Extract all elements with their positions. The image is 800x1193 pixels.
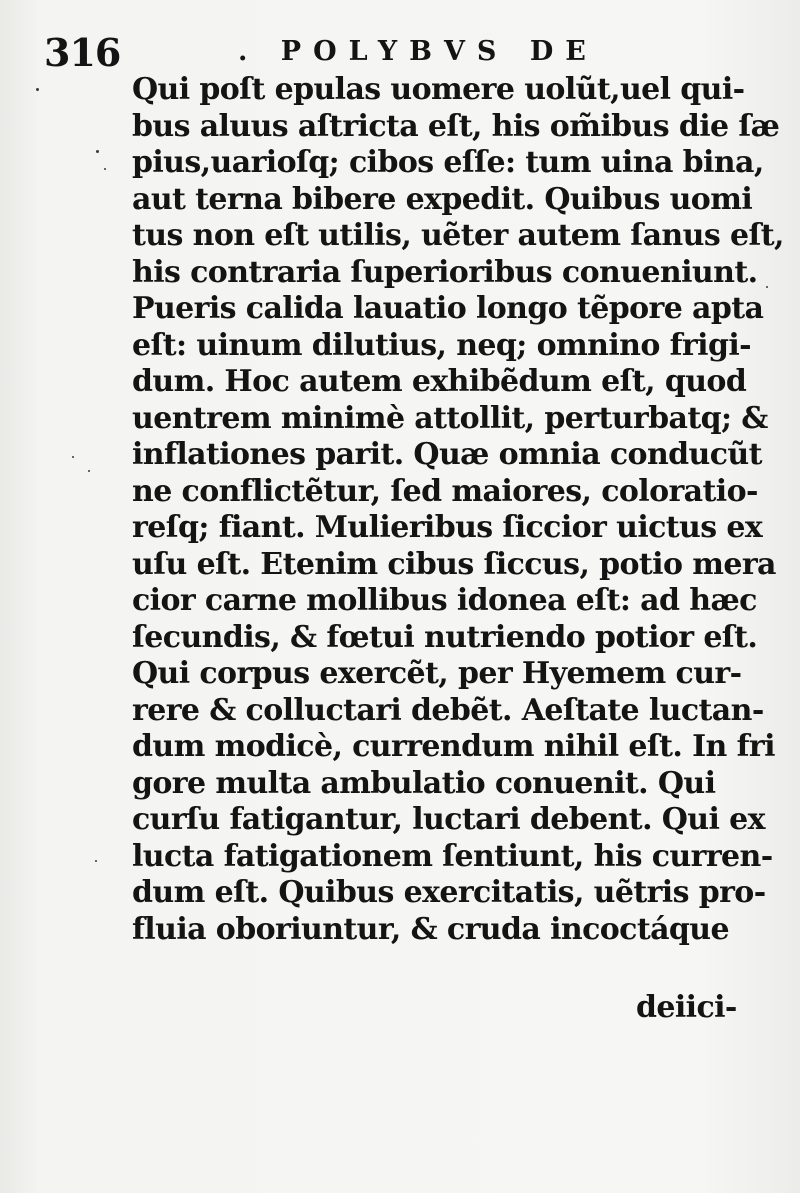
body-text [132,72,784,948]
page-number: 316 [44,30,121,75]
text-line: dum eſt. Quibus exercitatis, uẽtris pro- [132,875,766,910]
text-line: pius,uarioſq; cibos eſſe: tum uina bina, [132,145,764,180]
text-line: aut terna bibere expedit. Quibus uomi [132,181,753,217]
text-line: Pueris calida lauatio longo tẽpore apta [132,291,764,326]
ink-speck [766,286,768,288]
text-line: curſu fatigantur, luctari debent. Qui ex [132,802,765,837]
text-line: dum. Hoc autem exhibẽdum eſt, quod [132,364,747,399]
running-title: . POLYBVS DE [238,36,598,67]
text-line: dum modicè, currendum nihil eſt. In fri [132,729,775,764]
ink-speck [72,456,74,458]
text-line: inflationes parit. Quæ omnia conducũt [132,437,762,472]
text-line: cior carne mollibus idonea eſt: ad hæc [132,583,757,618]
text-line: uſu eſt. Etenim cibus ſiccus, potio mera [132,546,776,582]
ink-speck [36,88,39,91]
text-line: his contraria ſuperioribus conueniunt. [132,254,758,290]
catchword: deiici- [636,990,737,1025]
ink-speck [104,168,106,170]
text-line: Qui poſt epulas uomere uolũt,uel qui- [132,72,745,107]
text-line: reſq; fiant. Mulieribus ſiccior uictus ex [132,510,763,545]
text-line: gore multa ambulatio conuenit. Qui [132,765,716,801]
text-line: lucta fatigationem ſentiunt, his curren- [132,838,773,874]
text-line: tus non eſt utilis, uẽter autem ſanus eſt, [132,218,784,253]
text-line: rere & colluctari debẽt. Aeſtate luctan- [132,692,764,728]
text-line: fluia oboriuntur, & cruda incoctáque [132,911,729,947]
text-line: uentrem minimè attollit, perturbatq; & [132,400,768,436]
text-line: ſecundis, & fœtui nutriendo potior eſt. [132,619,758,655]
text-line: Qui corpus exercẽt, per Hyemem cur- [132,656,742,691]
ink-speck [96,150,99,153]
ink-speck [95,860,97,862]
text-line: bus aluus aſtricta eſt, his om̃ibus die ſæ [132,108,780,144]
text-line: ne conflictẽtur, ſed maiores, coloratio- [132,473,758,509]
ink-speck [88,470,90,472]
text-line: eſt: uinum dilutius, neq; omnino frigi- [132,327,751,363]
